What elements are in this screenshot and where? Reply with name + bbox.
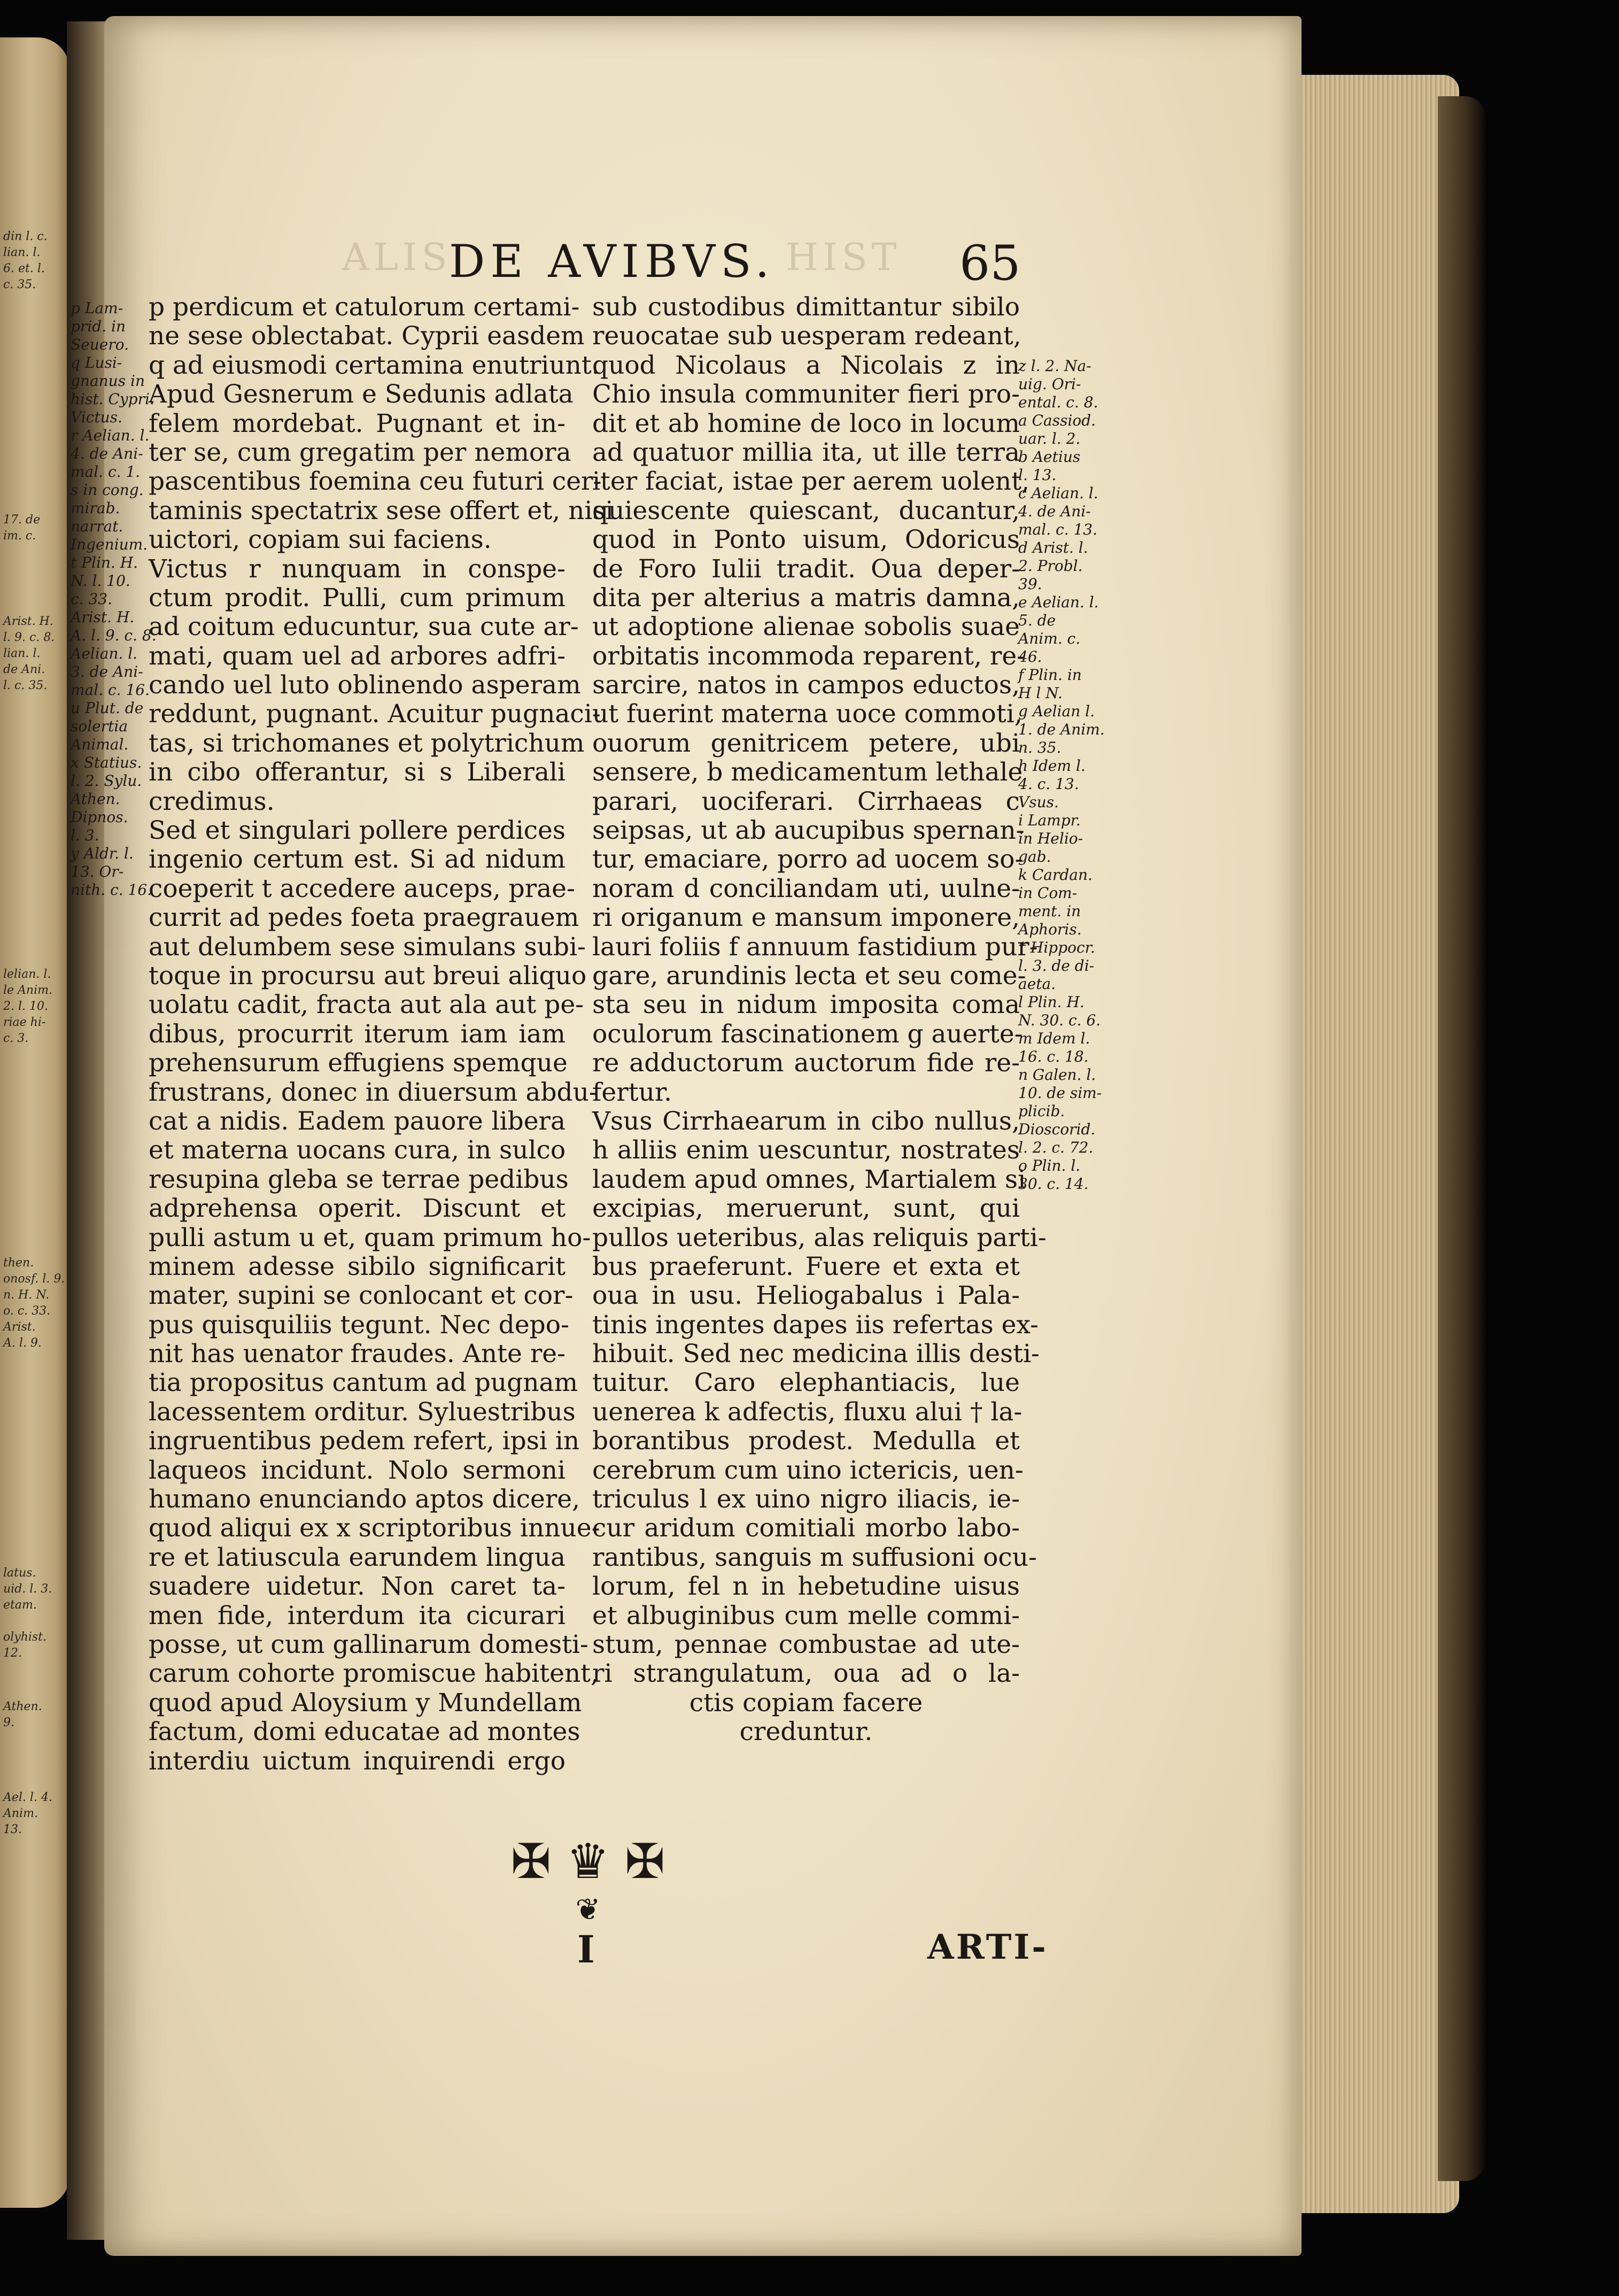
right-column-line: quiescente quiescant, ducantur, [592,496,1020,525]
right-column-line: quod in Ponto uisum, Odoricus [592,525,1020,555]
marginal-note: Seuero. [71,336,129,353]
facing-page-note-fragment: Ael. l. 4. [3,1791,52,1804]
right-column-line: Chio insula communiter fieri pro- [592,380,1020,409]
marginal-note: s in cong. [71,481,144,499]
marginal-note: m Idem l. [1018,1030,1090,1047]
marginal-note: f Plin. in [1018,666,1082,684]
marginal-note: hist. Cypri. [71,390,154,408]
left-column-line: mater, supini se conlocant et cor- [149,1281,574,1311]
marginal-note: 2. Probl. [1018,557,1083,575]
marginal-note: q Lusi- [71,354,122,372]
marginal-note: g Aelian l. [1018,702,1095,720]
left-column-line: pulli astum u et, quam primum ho- [149,1223,591,1253]
left-column-line: posse, ut cum gallinarum domesti- [149,1629,588,1659]
left-column-line: pus quisquiliis tegunt. Nec depo- [149,1310,569,1340]
marginal-note: N. l. 10. [71,572,130,590]
left-column-line: reddunt, pugnant. Acuitur pugnaci- [149,699,601,729]
marginal-note: 4. de Ani- [71,445,143,462]
marginal-note: † Hippocr. [1018,939,1095,956]
right-column-line: triculus l ex uino nigro iliacis, ie- [592,1485,1020,1514]
marginal-note: u Plut. de [71,699,144,717]
left-column-line: prehensurum effugiens spemque [149,1048,568,1078]
left-column-line: mati, quam uel ad arbores adfri- [149,641,566,671]
marginal-note: l. 3. de di- [1018,957,1095,975]
right-column-line: cur aridum comitiali morbo labo- [592,1513,1020,1543]
left-marginal-notes [71,299,157,899]
crown-ornament: ✠ ♛ ✠ [510,1834,665,1890]
marginal-note: r Aelian. l. [71,427,150,444]
right-column-line: parari, uociferari. Cirrhaeas c [592,786,1020,816]
marginal-note: prid. in [71,318,126,335]
marginal-note: a Cassiod. [1018,412,1096,429]
right-column-line: pullos ueteribus, alas reliquis parti- [592,1223,1047,1253]
left-column-line: uolatu cadit, fracta aut ala aut pe- [149,990,584,1020]
right-column-line: dita per alterius a matris damna, [592,583,1020,613]
marginal-note: aeta. [1018,975,1056,993]
right-column-line: tinis ingentes dapes iis refertas ex- [592,1310,1039,1340]
facing-page-note-fragment: 12. [3,1646,22,1660]
marginal-note: ment. in [1018,902,1081,920]
marginal-note: l. 2. c. 72. [1018,1139,1094,1156]
right-column-line: creduntur. [739,1717,873,1747]
left-column-line: et materna uocans cura, in sulco [149,1135,566,1165]
right-column-line: tur, emaciare, porro ad uocem so- [592,845,1024,875]
right-column-line: seipsas, ut ab aucupibus spernan- [592,816,1025,846]
facing-page-note-fragment: Anim. [3,1807,38,1820]
right-column-line: tuitur. Caro elephantiacis, lue [592,1368,1020,1398]
marginal-note: Aphoris. [1018,921,1082,938]
marginal-note: 1. de Anim. [1018,721,1105,738]
right-column-line: laudem apud omnes, Martialem si [592,1164,1026,1194]
page-number: 65 [959,235,1021,291]
right-column-line: ad quatuor millia ita, ut ille terra [592,437,1020,467]
left-column-line: coeperit t accedere auceps, prae- [149,873,575,903]
right-column-line: sta seu in nidum imposita coma [592,990,1020,1020]
facing-page-note-fragment: 6. et. l. [3,262,45,275]
facing-page-note-fragment: din l. c. [3,230,48,243]
right-column-line: lorum, fel n in hebetudine uisus [592,1572,1020,1602]
left-column-line: ne sese oblectabat. Cyprii easdem [149,321,585,351]
right-column-line: hibuit. Sed nec medicina illis desti- [592,1339,1040,1369]
marginal-note: k Cardan. [1018,866,1093,884]
facing-page-note-fragment: 17. de [3,513,41,527]
show-through-header-left: ALIS [342,235,452,279]
facing-page-note-fragment: im. c. [3,529,36,543]
facing-page-note-fragment: lian. l. [3,647,41,660]
left-column-line: ingenio certum est. Si ad nidum [149,845,566,875]
marginal-note: l. 3. [71,826,99,844]
marginal-note: 39. [1018,575,1042,593]
facing-page-note-fragment: then. [3,1256,34,1270]
left-column-line: currit ad pedes foeta praegrauem [149,903,579,933]
marginal-note: 10. de sim- [1018,1084,1102,1102]
right-column-line: oua in usu. Heliogabalus i Pala- [592,1281,1020,1311]
facing-page-note-fragment: 2. l. 10. [3,1000,48,1013]
marginal-note: e Aelian. l. [1018,593,1099,611]
marginal-note: c Aelian. l. [1018,484,1098,502]
marginal-note: Aelian. l. [71,645,138,662]
left-column-line: pascentibus foemina ceu futuri cer- [149,467,602,497]
marginal-note: 4. de Ani- [1018,503,1091,520]
marginal-note: mal. c. 1. [71,463,141,481]
left-column-line: Victus r nunquam in conspe- [149,554,566,584]
right-column-line: Vsus Cirrhaearum in cibo nullus, [592,1106,1020,1136]
facing-page-note-fragment: c. 35. [3,278,36,291]
marginal-note: l. 13. [1018,466,1057,484]
marginal-note: b Aetius [1018,448,1081,466]
right-marginal-notes [1018,357,1105,1193]
right-column-line: re adductorum auctorum fide re- [592,1048,1020,1078]
left-column-line: re et latiuscula earundem lingua [149,1542,566,1572]
left-column-line: credimus. [149,786,275,816]
right-column-line: uenerea k adfectis, fluxu alui † la- [592,1397,1022,1427]
facing-page-note-fragment: le Anim. [3,984,52,997]
marginal-note: solertia [71,717,128,735]
marginal-note: Animal. [71,736,129,753]
right-column-line: ouorum genitricem petere, ubi [592,728,1020,758]
left-column-line: resupina gleba se terrae pedibus [149,1164,569,1194]
marginal-note: in Com- [1018,884,1078,902]
left-column-line: uictori, copiam sui faciens. [149,525,492,555]
catchword: ARTI- [927,1927,1048,1967]
left-column-line: Sed et singulari pollere perdices [149,816,566,846]
right-column-line: sarcire, natos in campos eductos, [592,670,1020,700]
left-column-line: ctum prodit. Pulli, cum primum [149,583,566,613]
marginal-note: x Statius. [71,754,142,771]
facing-page-note-fragment: o. c. 33. [3,1304,51,1318]
marginal-note: mal. c. 16. [71,681,150,699]
left-column-line: ter se, cum gregatim per nemora [149,437,571,467]
right-column-line: reuocatae sub uesperam redeant, [592,321,1021,351]
right-column-line: et albuginibus cum melle commi- [592,1601,1020,1630]
facing-page-note-fragment: etam. [3,1598,37,1612]
right-column-line: stum, pennae combustae ad ute- [592,1629,1020,1659]
right-column-line: borantibus prodest. Medulla et [592,1426,1020,1456]
book-fore-edge [1288,75,1459,2213]
right-column-line: bus praeferunt. Fuere et exta et [592,1251,1020,1281]
marginal-note: Anim. c. [1018,630,1081,647]
marginal-note: t Plin. H. [71,554,138,571]
marginal-note: in Helio- [1018,830,1083,847]
show-through-header-right: HIST [786,235,901,279]
marginal-note: Dipnos. [71,808,128,826]
right-column-line: gare, arundinis lecta et seu come- [592,961,1026,991]
marginal-note: uig. Ori- [1018,375,1081,393]
marginal-note: mirab. [71,499,120,517]
left-column-line: interdiu uictum inquirendi ergo [149,1746,566,1776]
left-text-column [149,292,614,1776]
left-column-line: dibus, procurrit iterum iam iam [149,1019,566,1049]
marginal-note: y Aldr. l. [71,845,134,862]
left-column-line: suadere uidetur. Non caret ta- [149,1572,566,1602]
left-column-line: lacessentem orditur. Syluestribus [149,1397,576,1427]
right-column-line: oculorum fascinationem g auerte- [592,1019,1023,1049]
marginal-note: nith. c. 16. [71,881,152,899]
facing-page-note-fragment: c. 3. [3,1032,29,1045]
left-column-line: aut delumbem sese simulans subi- [149,932,586,962]
left-column-line: taminis spectatrix sese offert et, nisi [149,496,614,525]
marginal-note: d Arist. l. [1018,539,1088,556]
left-column-line: humano enunciando aptos dicere, [149,1485,580,1514]
facing-page-note-fragment: latus. [3,1566,36,1580]
facing-page-note-fragment: l. 9. c. 8. [3,631,55,644]
marginal-note: H l N. [1018,684,1063,702]
marginal-note: 4. c. 13. [1018,775,1079,793]
right-column-line: ut adoptione alienae sobolis suae [592,612,1020,642]
left-column-line: frustrans, donec in diuersum abdu- [149,1077,598,1107]
marginal-note: gnanus in [71,372,145,390]
right-column-line: orbitatis incommoda reparent, re- [592,641,1026,671]
right-column-line: lauri foliis f annuum fastidium pur- [592,932,1038,962]
left-column-line: quod aliqui ex x scriptoribus innue- [149,1513,600,1543]
right-column-line: ut fuerint materna uoce commoti, [592,699,1022,729]
facing-page-note-fragment: lelian. l. [3,968,51,981]
right-column-line: dit et ab homine de loco in locum [592,408,1020,438]
left-column-line: minem adesse sibilo significarit [149,1251,566,1281]
marginal-note: l Plin. H. [1018,993,1085,1011]
facing-page-note-fragment: olyhist. [3,1630,47,1644]
marginal-note: uar. l. 2. [1018,430,1081,447]
left-column-line: nit has uenator fraudes. Ante re- [149,1339,566,1369]
right-column-line: iter faciat, istae per aerem uolent, [592,467,1029,497]
left-column-line: adprehensa operit. Discunt et [149,1194,566,1224]
marginal-note: A. l. 9. c. 8. [71,627,157,644]
marginal-note: o Plin. l. [1018,1157,1081,1174]
facing-page-note-fragment: Arist. H. [3,615,53,628]
marginal-note: i Lampr. [1018,811,1081,829]
marginal-note: Dioscorid. [1018,1120,1096,1138]
left-column-line: carum cohorte promiscue habitent, [149,1659,599,1689]
marginal-note: 13. Or- [71,863,124,880]
facing-page-note-fragment: 13. [3,1823,22,1836]
marginal-note: mal. c. 13. [1018,521,1098,538]
left-column-line: Apud Gesnerum e Sedunis adlata [149,380,574,409]
facing-page-note-fragment: lian. l. [3,246,41,259]
marginal-note: 46. [1018,648,1042,666]
facing-page-note-fragment: Athen. [3,1700,42,1713]
left-column-line: ingruentibus pedem refert, ipsi in [149,1426,580,1456]
book-edge-shadow [1438,96,1486,2181]
right-column-line: rantibus, sanguis m suffusioni ocu- [592,1542,1037,1572]
left-column-line: cando uel luto oblinendo asperam [149,670,581,700]
marginal-note: c. 33. [71,590,113,608]
facing-page-note-fragment: onosf. l. 9. [3,1272,65,1286]
marginal-note: Vsus. [1018,793,1059,811]
left-column-line: toque in procursu aut breui aliquo [149,961,587,991]
left-column-line: quod apud Aloysium y Mundellam [149,1688,582,1718]
marginal-note: h Idem l. [1018,757,1086,775]
right-column-line: fertur. [592,1077,672,1107]
facing-page-note-fragment: A. l. 9. [3,1336,42,1350]
marginal-note: 30. c. 14. [1018,1175,1089,1193]
marginal-note: n. 35. [1018,739,1062,756]
marginal-note: gab. [1018,848,1051,865]
marginal-note: 5. de [1018,612,1056,629]
marginal-note: narrat. [71,517,123,535]
marginal-note: n Galen. l. [1018,1066,1096,1084]
left-column-line: in cibo offerantur, si s Liberali [149,757,566,787]
left-column-line: tas, si trichomanes et polytrichum [149,728,585,758]
marginal-note: z l. 2. Na- [1018,357,1091,375]
facing-page-note-fragment: Arist. [3,1320,36,1334]
marginal-note: 3. de Ani- [71,663,143,681]
left-column-line: felem mordebat. Pugnant et in- [149,408,566,438]
left-column-line: laqueos incidunt. Nolo sermoni [149,1455,566,1485]
left-column-line: tia propositus cantum ad pugnam [149,1368,578,1398]
left-column-line: q ad eiusmodi certamina enutriunt. [149,350,600,380]
signature-mark: I [577,1927,595,1972]
right-column-line: h alliis enim uescuntur, nostrates [592,1135,1020,1165]
right-column-line: ri origanum e mansum imponere, [592,903,1020,933]
right-column-line: de Foro Iulii tradit. Oua deper- [592,554,1020,584]
right-column-line: cerebrum cum uino ictericis, uen- [592,1455,1024,1485]
right-column-line: sub custodibus dimittantur sibilo [592,292,1020,322]
facing-page-note-fragment: l. c. 35. [3,679,48,692]
marginal-note: N. 30. c. 6. [1018,1011,1101,1029]
running-header: DE AVIBVS. [449,235,775,288]
marginal-note: plicib. [1018,1102,1065,1120]
marginal-note: 16. c. 18. [1018,1048,1089,1065]
marginal-note: l. 2. Sylu. [71,772,142,790]
left-column-line: p perdicum et catulorum certami- [149,292,580,322]
right-column-line: ctis copiam facere [689,1688,923,1718]
facing-page-note-fragment: 9. [3,1716,14,1729]
marginal-note: Victus. [71,408,122,426]
marginal-note: Athen. [71,790,120,808]
previous-page-margin [0,37,69,2208]
marginal-note: ental. c. 8. [1018,393,1098,411]
right-column-line: quod Nicolaus a Nicolais z in [592,350,1020,380]
right-column-line: excipias, meruerunt, sunt, qui [592,1194,1020,1224]
left-column-line: cat a nidis. Eadem pauore libera [149,1106,566,1136]
facing-page-note-fragment: n. H. N. [3,1288,50,1302]
right-column-line: ri strangulatum, oua ad o la- [592,1659,1020,1689]
left-column-line: ad coitum educuntur, sua cute ar- [149,612,579,642]
facing-page-note-fragment: uid. l. 3. [3,1582,52,1596]
right-column-line: noram d conciliandam uti, uulne- [592,873,1020,903]
left-column-line: factum, domi educatae ad montes [149,1717,580,1747]
right-column-line: sensere, b medicamentum lethale [592,757,1023,787]
marginal-note: Ingenium. [71,536,148,553]
facing-page-note-fragment: riae hi- [3,1016,46,1029]
left-column-line: men fide, interdum ita cicurari [149,1601,566,1630]
marginal-note: p Lam- [71,299,123,317]
facing-page-note-fragment: de Ani. [3,663,45,676]
sprig-ornament: ❦ [575,1892,601,1927]
marginal-note: Arist. H. [71,608,135,626]
